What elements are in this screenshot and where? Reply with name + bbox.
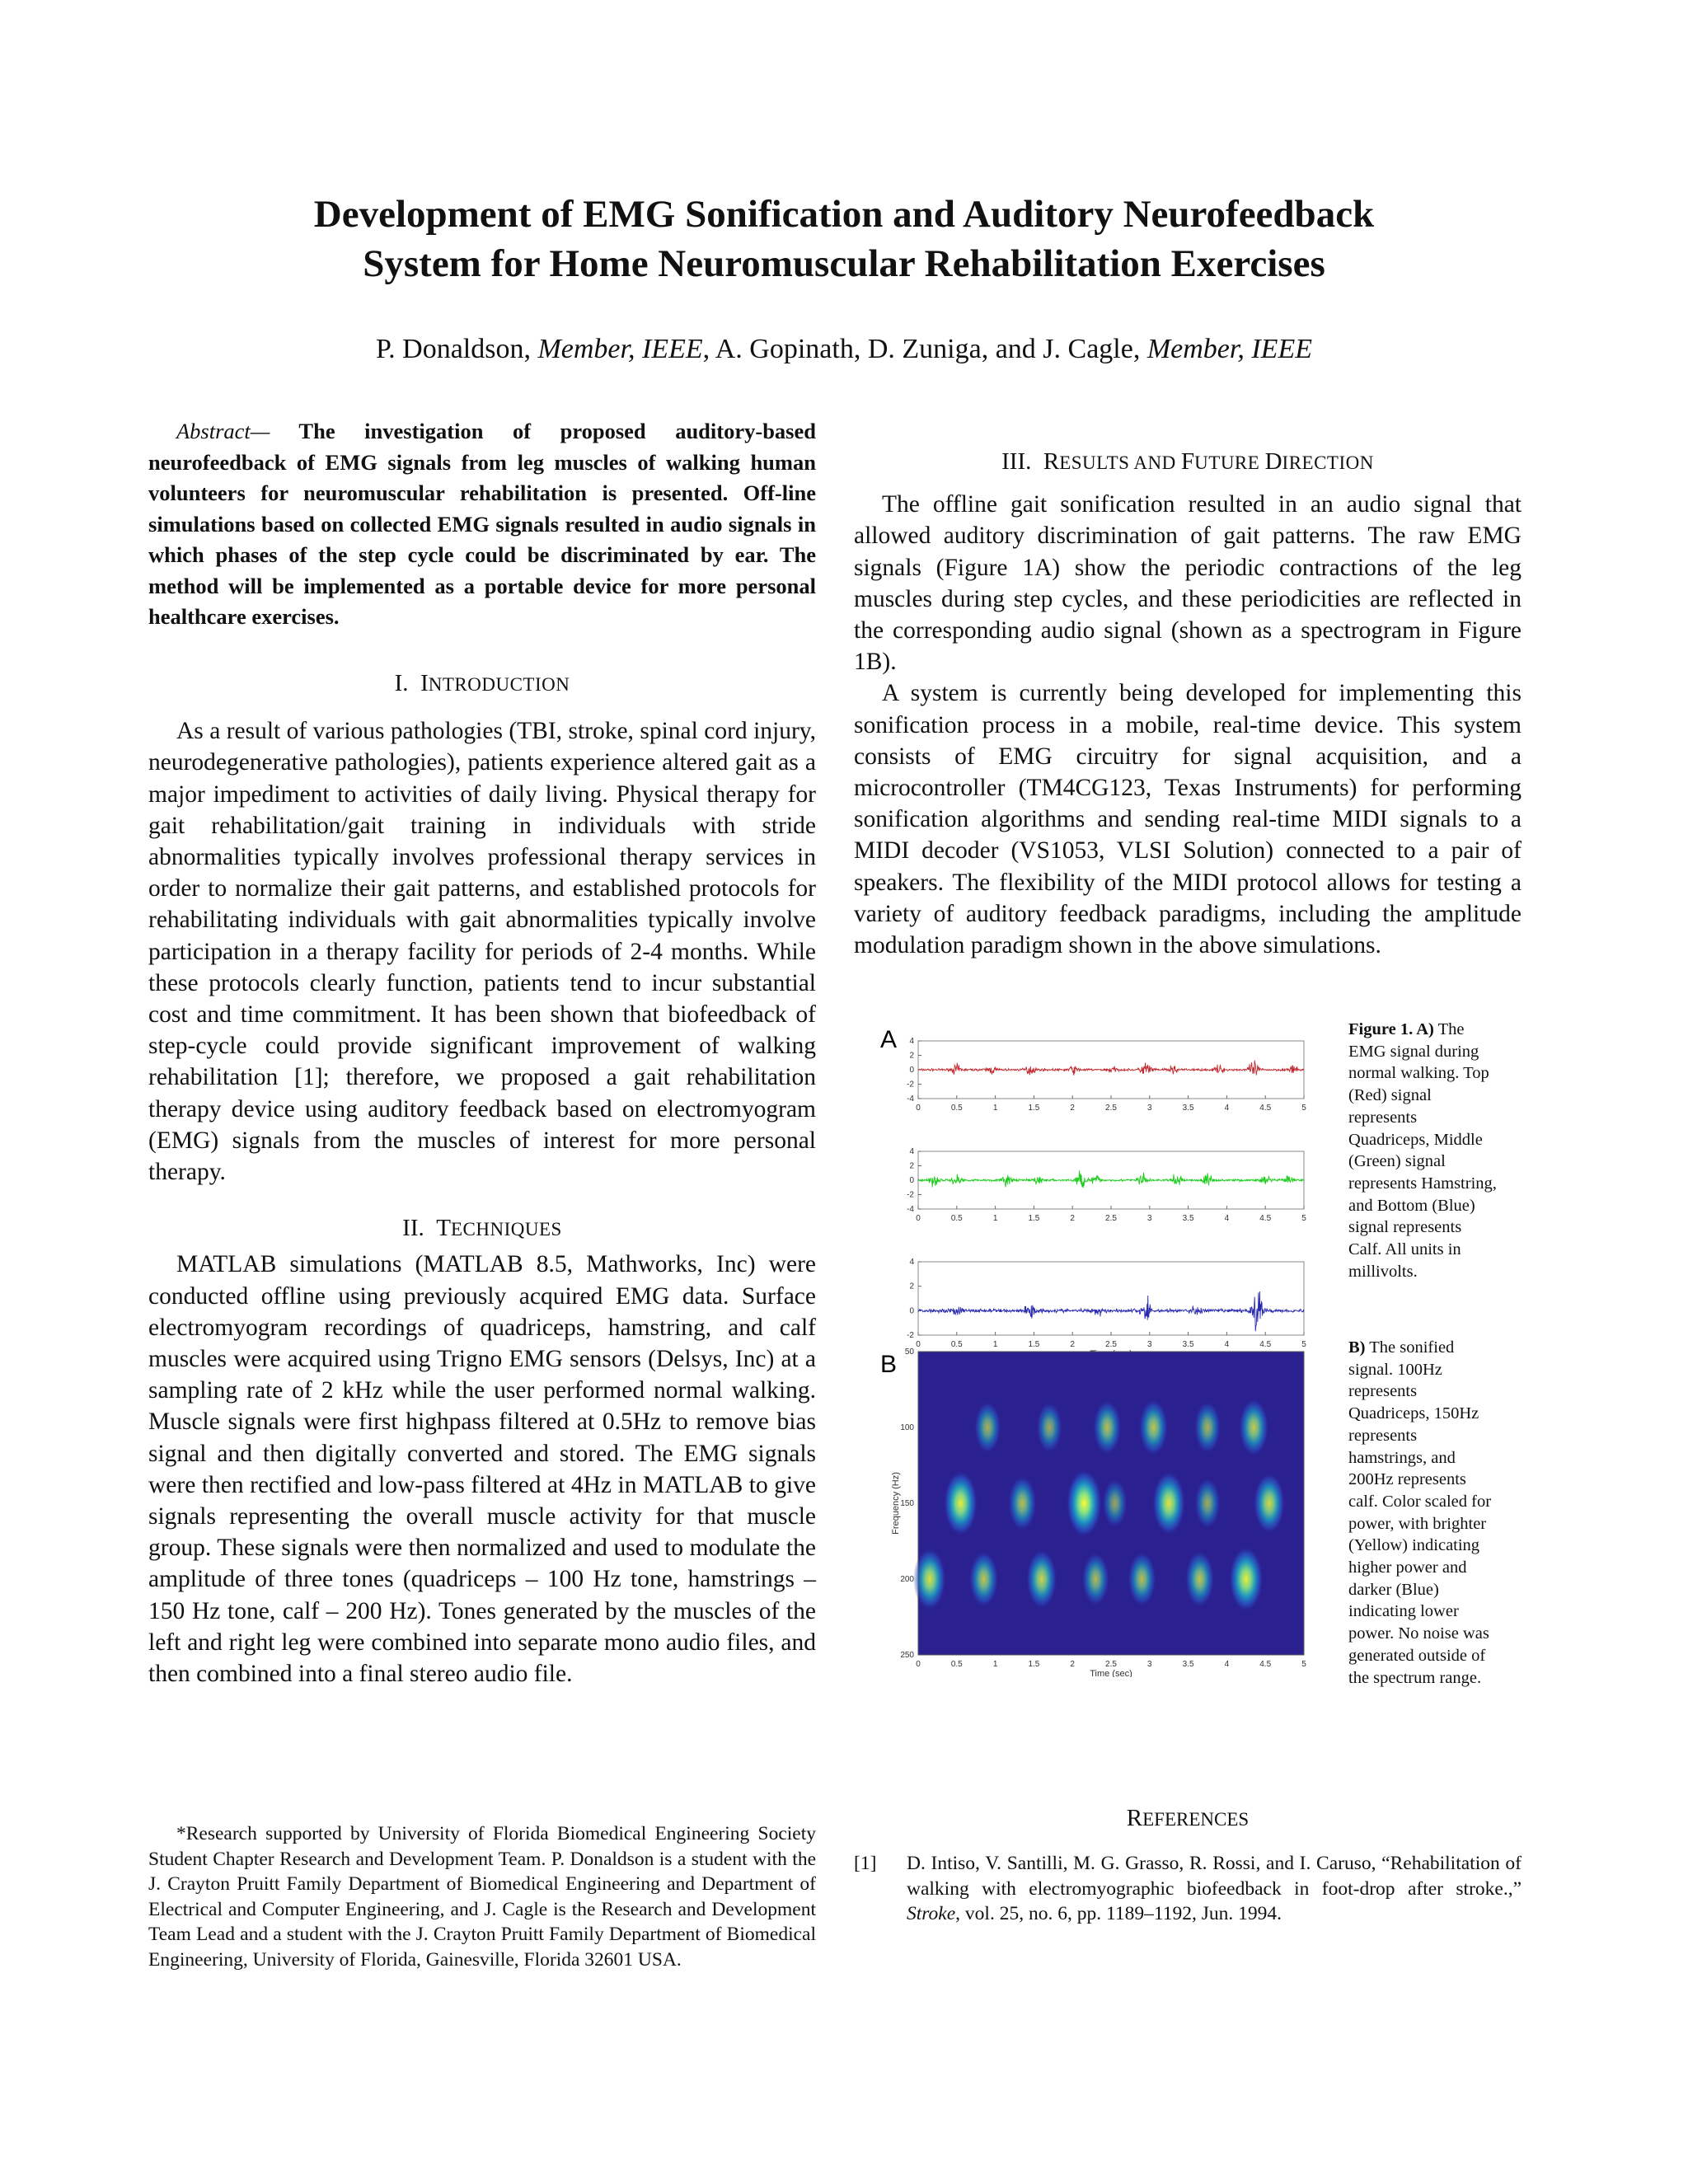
y-tick-label: 2 xyxy=(909,1161,914,1171)
x-tick-label: 1 xyxy=(992,1340,998,1349)
caption-a-text: The EMG signal during normal walking. Top (Red) signal represents Quadriceps, Middle (Green) signal represents Hamstring, and Bottom (Blue) signal represents Calf. All units in millivolts. xyxy=(1348,1020,1497,1281)
emg-calf-plot xyxy=(904,1258,1306,1359)
x-tick-label: 2.5 xyxy=(1105,1340,1117,1349)
references-heading: REFERENCES xyxy=(1126,1805,1250,1831)
x-tick-label: 2 xyxy=(1070,1340,1075,1349)
caption-b-text: The sonified signal. 100Hz represents Quadriceps, 150Hz represents hamstrings, and 200Hz represents calf. Color scaled for power, with brighter (Yellow) indicating higher power and darker (Blue) indicating lower power. No noise was generated outside of the spectrum range. xyxy=(1348,1338,1492,1687)
x-tick-label: 0.5 xyxy=(950,1214,963,1223)
x-tick-label: 2.5 xyxy=(1105,1660,1117,1669)
y-tick-label: 4 xyxy=(909,1147,914,1156)
reference-1: [1] D. Intiso, V. Santilli, M. G. Grasso, R. Rossi, and I. Caruso, “Rehabilitation of walking with electromyographic biofeedback in foot-drop after stroke.,” Stroke, vol. 25, no. 6, pp. 1189–1192, Jun. 1994. xyxy=(854,1853,1522,1925)
plot-frame xyxy=(918,1262,1304,1335)
x-tick-label: 5 xyxy=(1301,1340,1306,1349)
title-line-1: Development of EMG Sonification and Auditory Neurofeedback xyxy=(313,193,1375,236)
power-blob xyxy=(943,1470,978,1536)
power-blob xyxy=(1229,1546,1264,1612)
power-blob xyxy=(1081,1552,1109,1606)
abstract xyxy=(148,416,816,633)
x-tick-label: 0.5 xyxy=(950,1104,963,1113)
x-tick-label: 0 xyxy=(916,1340,921,1349)
power-blob xyxy=(1026,1549,1057,1609)
y-tick-label: -2 xyxy=(907,1080,914,1090)
power-blob xyxy=(1093,1399,1122,1455)
panel-a-label: A xyxy=(880,1026,898,1053)
y-tick-label: 4 xyxy=(909,1037,914,1046)
figure-1 xyxy=(865,1018,1311,1677)
x-tick-label: 4.5 xyxy=(1259,1660,1272,1669)
x-tick-label: 4 xyxy=(1224,1214,1230,1223)
y-tick-label: 2 xyxy=(909,1051,914,1061)
x-tick-label: 3.5 xyxy=(1182,1660,1194,1669)
emg-hamstring-plot xyxy=(907,1147,1306,1223)
x-tick-label: 1 xyxy=(992,1214,998,1223)
right-column xyxy=(854,446,1522,961)
y-tick-label: 250 xyxy=(900,1651,914,1660)
x-tick-label: 5 xyxy=(1301,1104,1306,1113)
power-blob xyxy=(1128,1551,1156,1607)
caption-b-label: B) xyxy=(1348,1338,1366,1357)
emg-trace xyxy=(918,1291,1304,1331)
x-tick-label: 0 xyxy=(916,1660,921,1669)
emg-trace xyxy=(918,1061,1304,1076)
y-tick-label: -2 xyxy=(907,1190,914,1200)
x-tick-label: 2.5 xyxy=(1105,1104,1117,1113)
x-tick-label: 2 xyxy=(1070,1214,1075,1223)
y-tick-label: 2 xyxy=(909,1282,914,1291)
x-tick-label: 5 xyxy=(1301,1214,1306,1223)
y-tick-label: 0 xyxy=(909,1306,914,1316)
x-tick-label: 4 xyxy=(1224,1660,1230,1669)
footnote: *Research supported by University of Florida Biomedical Engineering Society Student Chapter Research and Development Team. P. Donaldson is a student with the J. Crayton Pruitt Family Department of Biomedical Engineering and Department of Electrical and Computer Engineering, and J. Cagle is the Research and Development Team Lead and a student with the J. Crayton Pruitt Family Department of Biomedical Engineering, University of Florida, Gainesville, Florida 32601 USA. xyxy=(148,1823,816,1971)
power-blob xyxy=(1008,1475,1037,1531)
introduction-paragraph: As a result of various pathologies (TBI, stroke, spinal cord injury, neurodegenerative pathologies), patients experience altered gait as a major impediment to activities of daily living. Physical therapy for gait rehabilitation/gait training in individuals with stride abnormalities typically involves professional therapy services in order to normalize their gait patterns, and established protocols for rehabilitating individuals with gait abnormalities typically involve participation in a therapy facility for periods of 2-4 months. While these protocols clearly function, patients tend to incur substantial cost and time commitment. It has been shown that biofeedback of step-cycle could provide significant improvement of walking rehabilitation [1]; therefore, we proposed a gait rehabilitation therapy device using auditory feedback based on electromyogram (EMG) signals from the muscles of interest for more personal therapy. xyxy=(148,718,816,1186)
y-tick-label: 150 xyxy=(900,1499,914,1508)
x-tick-label: 1 xyxy=(992,1660,998,1669)
x-tick-label: 4.5 xyxy=(1259,1214,1272,1223)
x-tick-label: 4 xyxy=(1224,1104,1230,1113)
x-axis-label: Time (sec) xyxy=(1090,1669,1132,1677)
section-heading-results: III. RESULTS AND FUTURE DIRECTION xyxy=(1001,448,1374,475)
x-tick-label: 3.5 xyxy=(1182,1104,1194,1113)
x-tick-label: 3 xyxy=(1147,1104,1152,1113)
x-tick-label: 1 xyxy=(992,1104,998,1113)
x-tick-label: 2.5 xyxy=(1105,1214,1117,1223)
x-tick-label: 0.5 xyxy=(950,1660,963,1669)
x-tick-label: 0.5 xyxy=(950,1340,963,1349)
spectrogram-plot xyxy=(891,1347,1306,1677)
emg-quadriceps-plot xyxy=(907,1037,1306,1113)
figure-caption-a xyxy=(1348,1019,1497,1282)
power-blob xyxy=(1185,1550,1215,1608)
results-paragraph-2: A system is currently being developed for implementing this sonification process in a mobile, real-time device. This system consists of EMG circuitry for signal acquisition, and a microcontroller (TM4CG123, Texas Instruments) for performing sonification algorithms and sending real-time MIDI signals to a MIDI decoder (VS1053, VLSI Solution) connected to a pair of speakers. The flexibility of the MIDI protocol allows for testing a variety of auditory feedback paradigms, including the amplitude modulation paradigm shown in the above simulations. xyxy=(854,680,1522,959)
y-tick-label: 0 xyxy=(909,1066,914,1075)
figure-caption-b xyxy=(1348,1337,1497,1689)
x-tick-label: 2 xyxy=(1070,1660,1075,1669)
abstract-label: Abstract— xyxy=(176,419,270,443)
y-tick-label: 4 xyxy=(909,1258,914,1267)
power-blob xyxy=(1194,1401,1221,1454)
author-1-role: Member, IEEE xyxy=(537,334,703,364)
x-tick-label: 4.5 xyxy=(1259,1340,1272,1349)
x-tick-label: 5 xyxy=(1301,1660,1306,1669)
power-blob xyxy=(1253,1473,1285,1535)
paper-title xyxy=(0,190,1688,288)
power-blob xyxy=(1194,1478,1221,1529)
author-rest: , A. Gopinath, D. Zuniga, and J. Cagle, xyxy=(702,334,1147,364)
power-blob xyxy=(1239,1398,1269,1456)
results-paragraph-1: The offline gait sonification resulted in an audio signal that allowed auditory discrimination of gait patterns. The raw EMG signals (Figure 1A) show the periodic contractions of the leg muscles during step cycles, and these periodicities are reflected in the corresponding audio signal (shown as a spectrogram in Figure 1B). xyxy=(854,491,1522,676)
power-blob xyxy=(969,1550,999,1608)
author-line xyxy=(0,331,1688,368)
y-tick-label: 50 xyxy=(904,1347,914,1357)
y-axis-label: Frequency (Hz) xyxy=(891,1472,901,1535)
x-tick-label: 3 xyxy=(1147,1214,1152,1223)
x-tick-label: 1.5 xyxy=(1028,1660,1040,1669)
power-blob xyxy=(1036,1402,1062,1453)
title-line-2: System for Home Neuromuscular Rehabilitation Exercises xyxy=(363,242,1325,285)
x-tick-label: 3.5 xyxy=(1182,1214,1194,1223)
x-tick-label: 2 xyxy=(1070,1104,1075,1113)
x-tick-label: 1.5 xyxy=(1028,1104,1040,1113)
caption-a-label: Figure 1. A) xyxy=(1348,1020,1434,1038)
left-column xyxy=(148,668,816,1690)
abstract-text: The investigation of proposed auditory-based neurofeedback of EMG signals from leg muscles of walking human volunteers for neuromuscular rehabilitation is presented. Off-line simulations based on collected EMG signals resulted in audio signals in which phases of the step cycle could be discriminated by ear. The method will be implemented as a portable device for more personal healthcare exercises. xyxy=(148,419,816,629)
author-last-role: Member, IEEE xyxy=(1146,334,1312,364)
y-tick-label: 100 xyxy=(900,1423,914,1432)
x-tick-label: 4 xyxy=(1224,1340,1230,1349)
x-tick-label: 0 xyxy=(916,1104,921,1113)
power-blob xyxy=(1152,1471,1186,1536)
y-tick-label: -2 xyxy=(907,1331,914,1340)
section-heading-introduction: I. INTRODUCTION xyxy=(394,670,570,696)
power-blob xyxy=(1066,1469,1102,1538)
author-1: P. Donaldson, xyxy=(376,334,538,364)
emg-trace xyxy=(918,1170,1304,1188)
y-tick-label: -4 xyxy=(907,1205,914,1214)
x-tick-label: 4.5 xyxy=(1259,1104,1272,1113)
y-tick-label: -4 xyxy=(907,1094,914,1104)
x-tick-label: 3 xyxy=(1147,1660,1152,1669)
panel-b-label: B xyxy=(880,1351,898,1378)
x-tick-label: 1.5 xyxy=(1028,1340,1040,1349)
techniques-paragraph: MATLAB simulations (MATLAB 8.5, Mathworks, Inc) were conducted offline using previously acquired EMG data. Surface electromyogram recordings of quadriceps, hamstring, and calf muscles were acquired using Trigno EMG sensors (Delsys, Inc) at a sampling rate of 2 kHz while the user performed normal walking. Muscle signals were first highpass filtered at 0.5Hz to remove bias signal and then digitally converted and stored. The EMG signals were then rectified and low-pass filtered at 4Hz in MATLAB to give signals representing the overall muscle activity for that muscle group. These signals were then normalized and used to modulate the amplitude of three tones (quadriceps – 100 Hz tone, hamstrings – 150 Hz tone, calf – 200 Hz). Tones generated by the muscles of the left and right leg were combined into separate mono audio files, and then combined into a final stereo audio file. xyxy=(148,1251,816,1688)
power-blob xyxy=(1102,1479,1128,1529)
x-tick-label: 1.5 xyxy=(1028,1214,1040,1223)
power-blob xyxy=(974,1401,1001,1454)
y-tick-label: 200 xyxy=(900,1575,914,1584)
section-heading-techniques: II. TECHNIQUES xyxy=(402,1215,562,1242)
x-tick-label: 3.5 xyxy=(1182,1340,1194,1349)
y-tick-label: 0 xyxy=(909,1176,914,1185)
x-tick-label: 3 xyxy=(1147,1340,1152,1349)
x-tick-label: 0 xyxy=(916,1214,921,1223)
reference-1-number: [1] xyxy=(854,1853,877,1874)
power-blob xyxy=(1138,1399,1168,1456)
